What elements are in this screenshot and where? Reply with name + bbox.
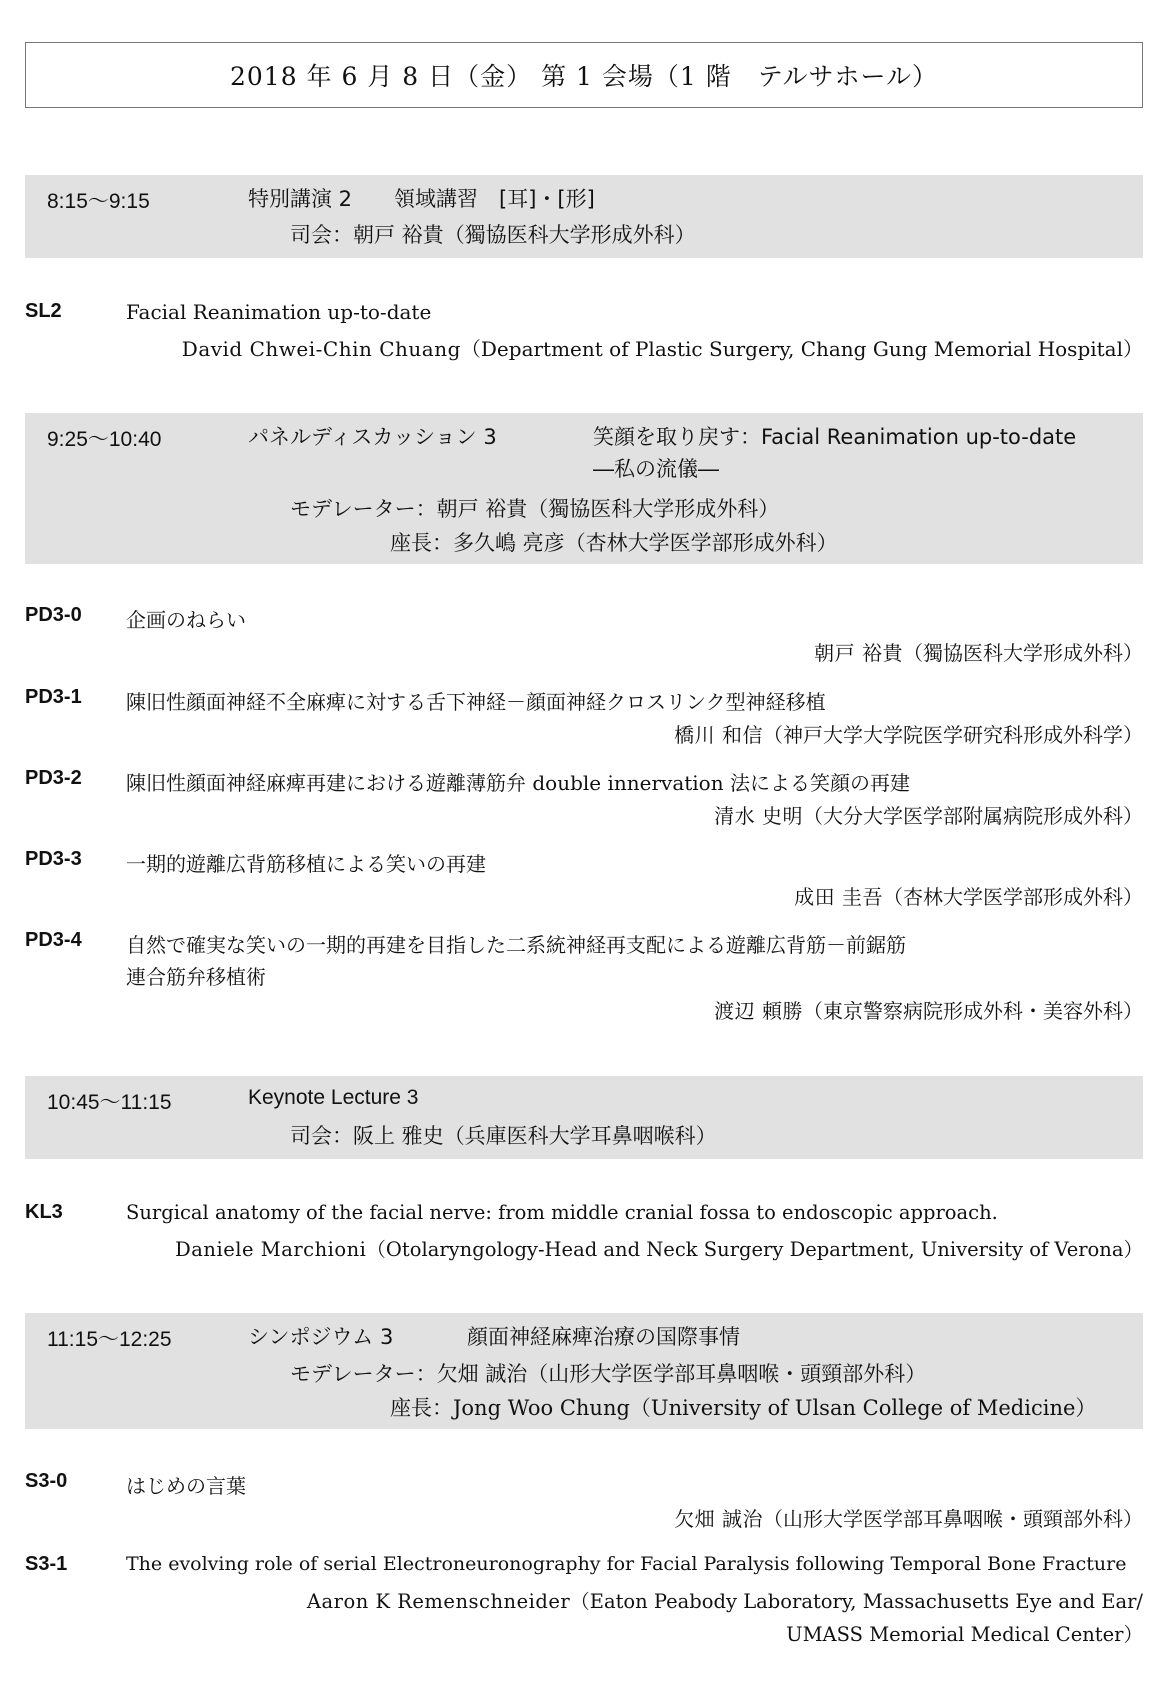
moderator-label: モデレーター： — [290, 497, 437, 521]
presentation-code: PD3-1 — [25, 686, 82, 708]
presentation-speaker — [182, 333, 1143, 362]
chair-name: 多久嶋 亮彦 — [453, 531, 565, 555]
presentation-title: Surgical anatomy of the facial nerve: from middle cranial fossa to endoscopic approach. — [126, 1201, 998, 1224]
session-block-panel-discussion — [25, 413, 1143, 564]
chair-label: 司会： — [290, 1124, 353, 1148]
speaker-affiliation: （Eaton Peabody Laboratory, Massachusetts Eye and Ear/ — [570, 1590, 1143, 1613]
speaker-affiliation: （神戸大学大学院医学研究科形成外科学） — [763, 723, 1143, 747]
session-chair — [390, 527, 838, 557]
speaker-name: 清水 史明 — [714, 804, 803, 828]
presentation-speaker — [714, 800, 1143, 829]
presentation-speaker — [175, 1234, 1143, 1262]
presentation-pd3-1 — [25, 686, 1143, 746]
session-theme-subtitle: ―私の流儀― — [593, 457, 719, 481]
presentation-title: 自然で確実な笑いの一期的再建を目指した二系統神経再支配による遊離広背筋－前鋸筋 — [126, 933, 906, 957]
speaker-name: 欠畑 誠治 — [674, 1507, 763, 1531]
moderator-name: 欠畑 誠治 — [436, 1362, 528, 1386]
presentation-pd3-2 — [25, 767, 1143, 827]
session-moderator — [290, 493, 779, 523]
presentation-speaker — [674, 719, 1143, 748]
session-time: 9:25〜10:40 — [47, 428, 162, 451]
speaker-affiliation: （山形大学医学部耳鼻咽喉・頭頸部外科） — [763, 1507, 1143, 1531]
speaker-affiliation: （獨協医科大学形成外科） — [903, 641, 1143, 665]
speaker-name: 成田 圭吾 — [794, 885, 883, 909]
chair-affiliation: （杏林大学医学部形成外科） — [564, 531, 838, 555]
presentation-code: PD3-0 — [25, 604, 82, 626]
presentation-code: KL3 — [25, 1201, 63, 1223]
presentation-sl2 — [25, 300, 1143, 360]
chair-name: Jong Woo Chung — [453, 1396, 630, 1420]
session-block-special-lecture — [25, 175, 1143, 258]
presentation-pd3-3 — [25, 848, 1143, 908]
presentation-code: SL2 — [25, 300, 62, 322]
presentation-s3-0 — [25, 1470, 1143, 1530]
speaker-affiliation-line-2: UMASS Memorial Medical Center） — [786, 1623, 1143, 1646]
presentation-title: 一期的遊離広背筋移植による笑いの再建 — [126, 852, 486, 876]
presentation-title-line-2: 連合筋弁移植術 — [126, 965, 266, 989]
presentation-title: Facial Reanimation up-to-date — [126, 300, 432, 324]
moderator-name: 朝戸 裕貴 — [436, 497, 528, 521]
session-block-keynote — [25, 1076, 1143, 1159]
presentation-code: S3-0 — [25, 1470, 68, 1492]
presentation-speaker — [307, 1586, 1143, 1614]
session-block-symposium — [25, 1313, 1143, 1429]
presentation-kl3 — [25, 1201, 1143, 1261]
speaker-name: 朝戸 裕貴 — [814, 641, 903, 665]
speaker-name: 渡辺 頼勝 — [714, 999, 803, 1023]
moderator-label: モデレーター： — [290, 1362, 437, 1386]
presentation-code: PD3-2 — [25, 767, 82, 789]
chair-name: 朝戸 裕貴 — [353, 223, 444, 247]
page-title — [25, 42, 1143, 108]
presentation-title: 陳旧性顔面神経麻痺再建における遊離薄筋弁 double innervation 法による笑顔の再建 — [126, 771, 910, 795]
presentation-code: PD3-4 — [25, 929, 82, 951]
session-time: 8:15〜9:15 — [47, 190, 150, 213]
moderator-affiliation: （山形大学医学部耳鼻咽喉・頭頸部外科） — [527, 1362, 927, 1386]
moderator-affiliation: （獨協医科大学形成外科） — [527, 497, 780, 521]
page-title-text: 2018 年 6 月 8 日（金） 第 1 会場（1 階 テルサホール） — [229, 62, 939, 91]
session-title: パネルディスカッション 3 — [248, 425, 497, 449]
chair-affiliation: （獨協医科大学形成外科） — [443, 223, 696, 247]
chair-affiliation: （兵庫医科大学耳鼻咽喉科） — [443, 1124, 717, 1148]
session-theme: 笑顔を取り戻す：Facial Reanimation up-to-date — [593, 425, 1077, 449]
presentation-s3-1 — [25, 1553, 1143, 1653]
presentation-speaker — [814, 637, 1143, 666]
speaker-name: 橋川 和信 — [674, 723, 763, 747]
presentation-speaker — [794, 881, 1143, 910]
speaker-affiliation: （Otolaryngology-Head and Neck Surgery Department, University of Verona） — [366, 1238, 1143, 1261]
presentation-speaker — [714, 995, 1143, 1024]
presentation-code: S3-1 — [25, 1553, 68, 1575]
chair-label: 司会： — [290, 223, 353, 247]
speaker-affiliation: （Department of Plastic Surgery, Chang Gung Memorial Hospital） — [460, 337, 1143, 361]
speaker-affiliation: （杏林大学医学部形成外科） — [883, 885, 1143, 909]
presentation-speaker — [674, 1503, 1143, 1532]
chair-affiliation: （University of Ulsan College of Medicine） — [629, 1396, 1097, 1420]
presentation-title: はじめの言葉 — [126, 1474, 246, 1498]
session-title: シンポジウム 3 — [248, 1325, 394, 1349]
speaker-name: Aaron K Remenschneider — [306, 1590, 571, 1613]
chair-label: 座長： — [390, 531, 453, 555]
speaker-affiliation: （東京警察病院形成外科・美容外科） — [803, 999, 1143, 1023]
session-time: 11:15〜12:25 — [47, 1328, 172, 1351]
presentation-title: 陳旧性顔面神経不全麻痺に対する舌下神経－顔面神経クロスリンク型神経移植 — [126, 690, 826, 714]
speaker-name: David Chwei-Chin Chuang — [181, 337, 461, 361]
speaker-name: Daniele Marchioni — [175, 1238, 367, 1261]
chair-label: 座長： — [390, 1396, 453, 1420]
session-title: 特別講演 2 領域講習 [耳]・[形] — [248, 187, 595, 211]
session-chair — [290, 1120, 717, 1150]
session-chair — [290, 219, 696, 249]
presentation-code: PD3-3 — [25, 848, 82, 870]
presentation-pd3-0 — [25, 604, 1143, 664]
session-theme: 顔面神経麻痺治療の国際事情 — [467, 1325, 740, 1349]
presentation-pd3-4 — [25, 929, 1143, 1024]
session-time: 10:45〜11:15 — [47, 1091, 172, 1114]
session-chair — [390, 1392, 1096, 1422]
chair-name: 阪上 雅史 — [353, 1124, 444, 1148]
session-moderator — [290, 1358, 926, 1388]
speaker-affiliation: （大分大学医学部附属病院形成外科） — [803, 804, 1143, 828]
presentation-title: 企画のねらい — [126, 608, 246, 632]
session-title: Keynote Lecture 3 — [248, 1086, 419, 1109]
presentation-title: The evolving role of serial Electroneuronography for Facial Paralysis following Temporal Bone Fracture — [126, 1553, 1127, 1575]
